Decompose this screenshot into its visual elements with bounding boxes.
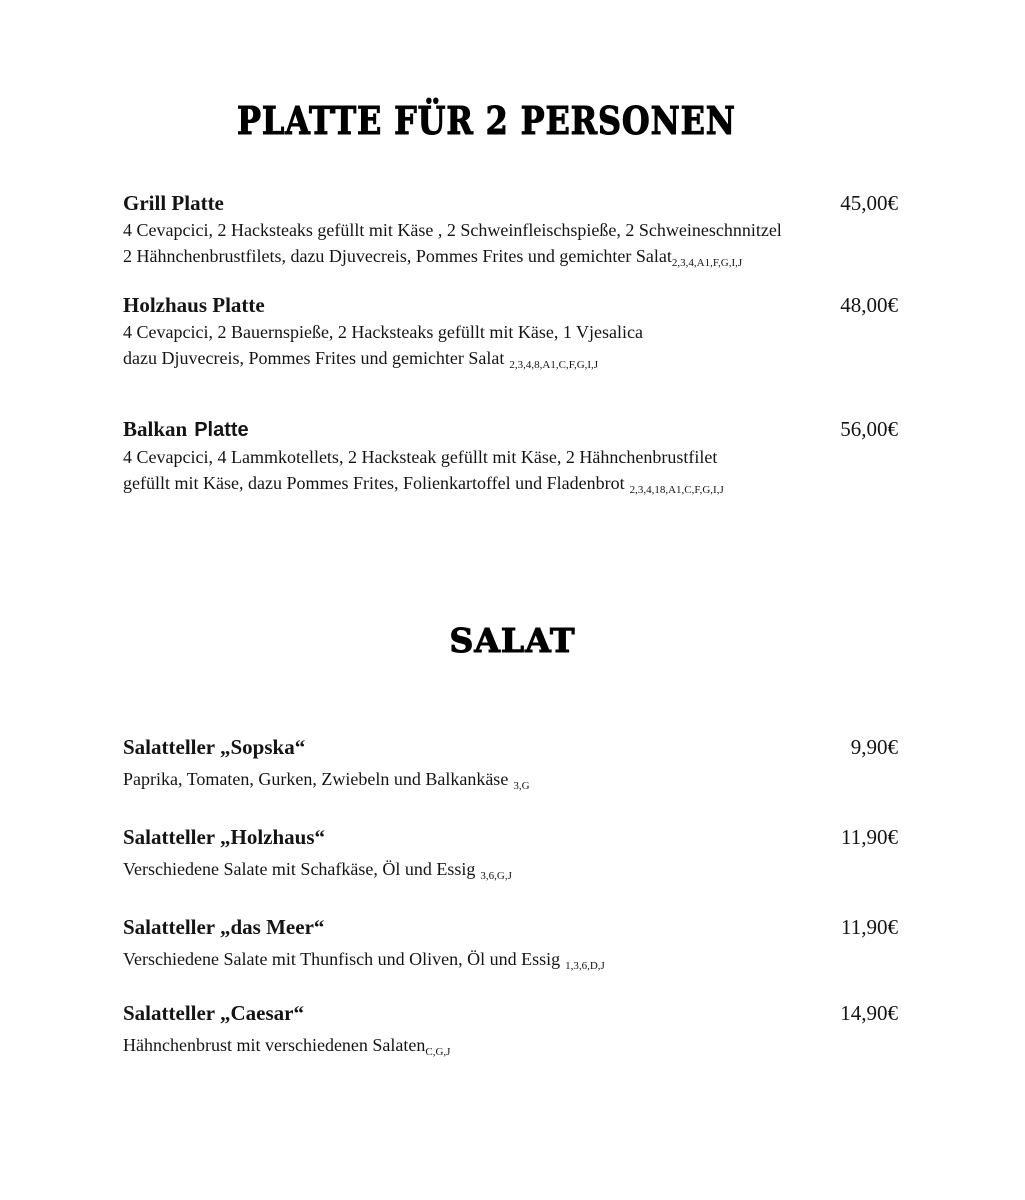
allergen-codes: 2,3,4,A1,F,G,I,J bbox=[671, 257, 743, 269]
item-description bbox=[123, 470, 898, 496]
item-description bbox=[123, 319, 898, 345]
item-name: Salatteller „Holzhaus“ bbox=[123, 825, 326, 849]
item-header bbox=[123, 913, 898, 941]
item-header bbox=[123, 823, 898, 851]
item-name: Salatteller „Caesar“ bbox=[123, 1001, 304, 1025]
description-text: Hähnchenbrust mit verschiedenen Salaten bbox=[123, 1035, 426, 1055]
item-name-serif: Balkan bbox=[123, 417, 188, 441]
item-price: 56,00€ bbox=[840, 417, 898, 441]
item-price: 14,90€ bbox=[840, 1001, 898, 1025]
description-text: 4 Cevapcici, 2 Bauernspieße, 2 Hacksteaks gefüllt mit Käse, 1 Vjesalica bbox=[123, 322, 644, 342]
item-name bbox=[123, 415, 249, 444]
item-header bbox=[123, 189, 898, 217]
item-name: Salatteller „das Meer“ bbox=[123, 915, 325, 939]
description-text: Paprika, Tomaten, Gurken, Zwiebeln und Balkankäse bbox=[123, 769, 509, 789]
item-price: 45,00€ bbox=[840, 191, 898, 215]
item-description bbox=[123, 217, 898, 243]
item-header bbox=[123, 999, 898, 1027]
item-name: Salatteller „Sopska“ bbox=[123, 735, 306, 759]
menu-item bbox=[123, 733, 898, 792]
description-text: 2 Hähnchenbrustfilets, dazu Djuvecreis, Pommes Frites und gemichter Salat bbox=[123, 246, 672, 266]
description-text: Verschiedene Salate mit Schafkäse, Öl und Essig bbox=[123, 859, 476, 879]
menu-item bbox=[123, 823, 898, 882]
item-description bbox=[123, 243, 898, 269]
item-description bbox=[123, 444, 898, 470]
item-header bbox=[123, 733, 898, 761]
item-price: 48,00€ bbox=[840, 293, 898, 317]
item-description bbox=[123, 856, 898, 882]
menu-item bbox=[123, 291, 898, 371]
description-text: Verschiedene Salate mit Thunfisch und Oliven, Öl und Essig bbox=[123, 949, 561, 969]
menu-item bbox=[123, 415, 898, 496]
item-description bbox=[123, 1032, 898, 1058]
description-text: 4 Cevapcici, 2 Hacksteaks gefüllt mit Käse , 2 Schweinfleischspieße, 2 Schweineschnnitzel bbox=[123, 220, 782, 240]
item-price: 11,90€ bbox=[841, 915, 898, 939]
allergen-codes: C,G,J bbox=[425, 1046, 451, 1058]
item-name: Grill Platte bbox=[123, 191, 224, 215]
allergen-codes: 3,G bbox=[513, 780, 530, 792]
item-header bbox=[123, 415, 898, 444]
section-title-salat: SALAT bbox=[449, 621, 576, 660]
item-header bbox=[123, 291, 898, 319]
allergen-codes: 1,3,6,D,J bbox=[565, 960, 605, 972]
section-title-platte: PLATTE FÜR 2 PERSONEN bbox=[237, 98, 736, 143]
item-price: 9,90€ bbox=[850, 735, 898, 759]
item-description bbox=[123, 946, 898, 972]
item-name: Holzhaus Platte bbox=[123, 293, 265, 317]
menu-item bbox=[123, 999, 898, 1058]
description-text: gefüllt mit Käse, dazu Pommes Frites, Folienkartoffel und Fladenbrot bbox=[123, 473, 625, 493]
allergen-codes: 3,6,G,J bbox=[480, 870, 512, 882]
description-text: dazu Djuvecreis, Pommes Frites und gemichter Salat bbox=[123, 348, 505, 368]
description-text: 4 Cevapcici, 4 Lammkotellets, 2 Hacksteak gefüllt mit Käse, 2 Hähnchenbrustfilet bbox=[123, 447, 718, 467]
item-description bbox=[123, 345, 898, 371]
menu-item bbox=[123, 913, 898, 972]
allergen-codes: 2,3,4,18,A1,C,F,G,I,J bbox=[629, 484, 724, 496]
menu-item bbox=[123, 189, 898, 269]
allergen-codes: 2,3,4,8,A1,C,F,G,I,J bbox=[509, 359, 599, 371]
item-price: 11,90€ bbox=[841, 825, 898, 849]
item-description bbox=[123, 766, 898, 792]
item-name-sans: Platte bbox=[194, 419, 249, 441]
